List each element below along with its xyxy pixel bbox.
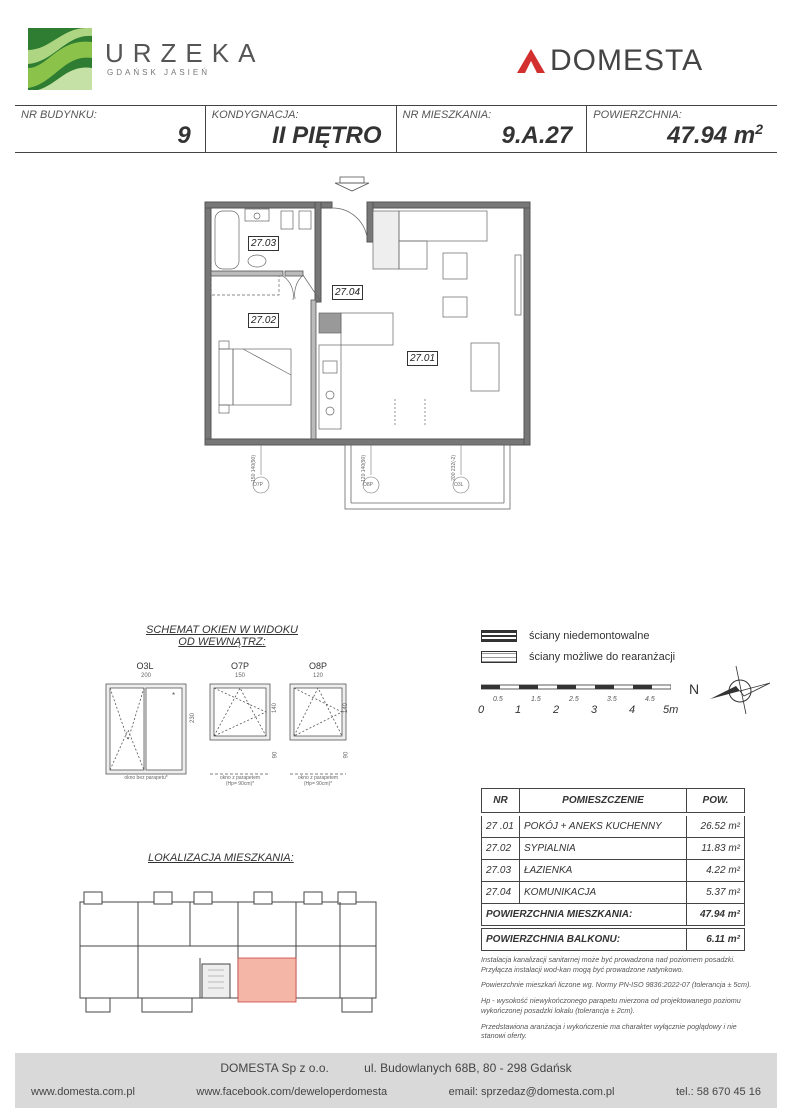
floor-cell xyxy=(206,106,397,152)
table-row xyxy=(482,816,745,838)
scale-major-5: 5m xyxy=(663,704,679,716)
legend-movable-swatch xyxy=(481,651,517,663)
footer-website-link[interactable]: www.domesta.com.pl xyxy=(31,1086,135,1098)
row-room: SYPIALNIA xyxy=(520,838,687,860)
window-dim-o8p-w: 120 xyxy=(361,473,367,482)
window-code-o7p: O7P xyxy=(253,482,264,488)
row-nr: 27.03 xyxy=(482,860,520,882)
windows-title xyxy=(118,624,326,648)
developer-name: DOMESTA xyxy=(550,44,704,77)
location-map xyxy=(78,888,378,1016)
note-item: Hp - wysokość niewykończonego parapetu mierzona od projektowanego poziomu wykończonej posadzki lokalu (tolerancja ± 2cm). xyxy=(481,996,741,1015)
apartment-info-bar xyxy=(15,105,777,153)
floor-value: II PIĘTRO xyxy=(272,122,382,149)
window-dim-o3l xyxy=(451,455,457,481)
table-header-area: POW. xyxy=(687,789,745,813)
scale-major-4: 4 xyxy=(629,704,636,716)
window-dim-o7p-w: 150 xyxy=(251,473,257,482)
window-o8p-width: 120 xyxy=(312,673,323,679)
row-nr: 27.02 xyxy=(482,838,520,860)
row-area: 5.37 m² xyxy=(687,882,745,904)
table-row xyxy=(482,838,745,860)
scale-minor-2: 2.5 xyxy=(569,696,579,703)
window-o7p-note1: okno z parapetem xyxy=(219,775,261,781)
total-area-row xyxy=(482,904,745,926)
window-o8p-height: 140 xyxy=(343,702,350,714)
brand-name: URZEKA xyxy=(105,38,265,68)
area-value xyxy=(667,121,763,150)
window-code-o3l: O3L xyxy=(454,482,464,488)
north-label: N xyxy=(689,681,700,697)
footer-email-link[interactable]: email: sprzedaz@domesta.com.pl xyxy=(448,1086,615,1098)
room-label-hall: 27.04 xyxy=(332,285,363,300)
row-area: 4.22 m² xyxy=(687,860,745,882)
windows-scheme-drawing xyxy=(100,680,360,780)
window-o7p-note xyxy=(205,775,275,787)
area-number: 47.94 m xyxy=(667,122,756,149)
room-area-table xyxy=(481,788,745,951)
row-nr: 27 .01 xyxy=(482,816,520,838)
windows-title-line2: OD WEWNĄTRZ: xyxy=(178,636,266,648)
apartment-cell xyxy=(397,106,588,152)
table-header-room: POMIESZCZENIE xyxy=(520,789,687,813)
location-title: LOKALIZACJA MIESZKANIA: xyxy=(148,852,294,864)
scale-bar xyxy=(481,683,671,693)
total-area-label: POWIERZCHNIA MIESZKANIA: xyxy=(482,904,687,926)
table-row xyxy=(482,882,745,904)
area-cell xyxy=(587,106,777,152)
domesta-logo-icon xyxy=(517,49,545,73)
window-o8p-code: O8P xyxy=(308,661,327,671)
room-label-bedroom: 27.02 xyxy=(248,313,279,328)
scale-major-3: 3 xyxy=(591,704,598,716)
window-dim-o7p-h: 140(90) xyxy=(251,455,257,473)
window-o3l-height: 230 xyxy=(190,712,197,724)
scale-major-0: 0 xyxy=(478,704,485,716)
table-header-row xyxy=(482,789,745,813)
window-code-o8p: O8P xyxy=(363,482,374,488)
brand-subtitle: GDAŃSK JASIEŃ xyxy=(107,68,211,77)
note-item: Instalacja kanalizacji sanitarnej może być prowadzona nad poziomem posadzki. Przyłącza instalacji wod-kan mogą być prowadzone natynkowo. xyxy=(481,955,736,974)
window-o3l-width: 200 xyxy=(140,673,151,679)
footer-phone[interactable]: tel.: 58 670 45 16 xyxy=(675,1086,761,1098)
total-area-value: 47.94 m² xyxy=(687,904,745,926)
window-o7p-width: 150 xyxy=(234,673,245,679)
window-dim-o3l-w: 200 xyxy=(451,472,457,481)
window-o8p-sill: 90 xyxy=(343,751,350,759)
highlighted-apartment xyxy=(238,958,296,1002)
scale-major-1: 1 xyxy=(515,704,522,716)
entry-arrow-icon xyxy=(335,177,369,191)
footer-contact-line xyxy=(31,1086,761,1098)
table-row xyxy=(482,860,745,882)
window-dim-o3l-h: 232(-2) xyxy=(451,455,457,472)
building-value: 9 xyxy=(177,122,191,149)
footer-facebook-link[interactable]: www.facebook.com/deweloperdomesta xyxy=(196,1086,388,1098)
window-o7p-code: O7P xyxy=(230,661,249,671)
window-o7p-height: 140 xyxy=(272,702,279,714)
row-area: 11.83 m² xyxy=(687,838,745,860)
building-label: NR BUDYNKU: xyxy=(21,109,97,121)
window-o3l-note1: okno bez parapetu* xyxy=(124,775,168,781)
window-o7p-note2: (Hp= 90cm)* xyxy=(225,781,255,787)
window-o3l-code: O3L xyxy=(136,661,154,671)
area-unit-sup: 2 xyxy=(755,121,763,137)
legend-movable-label: ściany możliwe do rearanżacji xyxy=(529,651,676,663)
scale-minor-0: 0.5 xyxy=(493,696,503,703)
window-o3l-note xyxy=(106,775,186,781)
footer xyxy=(15,1053,777,1108)
row-area: 26.52 m² xyxy=(687,816,745,838)
window-o8p-note1: okno z parapetem xyxy=(297,775,339,781)
area-label: POWIERZCHNIA: xyxy=(593,109,682,121)
footer-address: ul. Budowlanych 68B, 80 - 298 Gdańsk xyxy=(364,1061,572,1075)
scale-major-2: 2 xyxy=(553,704,560,716)
row-room: ŁAZIENKA xyxy=(520,860,687,882)
balcony-area-value: 6.11 m² xyxy=(687,929,745,951)
footer-company-line xyxy=(15,1061,777,1075)
svg-text:*: * xyxy=(172,691,176,700)
window-o8p-note2: (Hp= 90cm)* xyxy=(303,781,333,787)
note-item: Powierzchnie mieszkań liczone wg. Normy PN-ISO 9836:2022-07 (tolerancja ± 5cm). xyxy=(481,980,752,990)
room-label-bathroom: 27.03 xyxy=(248,236,279,251)
row-room: POKÓJ + ANEKS KUCHENNY xyxy=(520,816,687,838)
window-dim-o8p xyxy=(361,455,367,482)
legend-fixed-label: ściany niedemontowalne xyxy=(529,630,650,642)
window-dim-o8p-h: 140(90) xyxy=(361,455,367,473)
footer-company: DOMESTA Sp z o.o. xyxy=(220,1061,329,1075)
scale-minor-4: 4.5 xyxy=(645,696,655,703)
windows-title-line1: SCHEMAT OKIEN W WIDOKU xyxy=(146,624,298,636)
building-cell xyxy=(15,106,206,152)
scale-minor-1: 1.5 xyxy=(531,696,541,703)
room-label-living: 27.01 xyxy=(407,351,438,366)
legend-fixed-swatch xyxy=(481,630,517,642)
window-o8p-note xyxy=(285,775,351,787)
urzeka-logo-icon xyxy=(28,28,92,90)
row-room: KOMUNIKACJA xyxy=(520,882,687,904)
floor-label: KONDYGNACJA: xyxy=(211,109,299,121)
notes xyxy=(481,955,753,1047)
row-nr: 27.04 xyxy=(482,882,520,904)
table-header-nr: NR xyxy=(482,789,520,813)
floor-plan-drawing xyxy=(195,175,540,515)
window-o7p-sill: 90 xyxy=(272,751,279,759)
window-dim-o7p xyxy=(251,455,257,482)
apartment-label: NR MIESZKANIA: xyxy=(402,109,492,121)
compass-icon xyxy=(706,664,770,714)
balcony-area-row xyxy=(482,929,745,951)
scale-minor-3: 3.5 xyxy=(607,696,617,703)
apartment-value: 9.A.27 xyxy=(501,122,573,149)
floor-plan xyxy=(195,175,540,515)
note-item: Przedstawiona aranżacja i wykończenie ma charakter wyłącznie poglądowy i nie stanowi oferty. xyxy=(481,1021,737,1041)
balcony-area-label: POWIERZCHNIA BALKONU: xyxy=(482,929,687,951)
